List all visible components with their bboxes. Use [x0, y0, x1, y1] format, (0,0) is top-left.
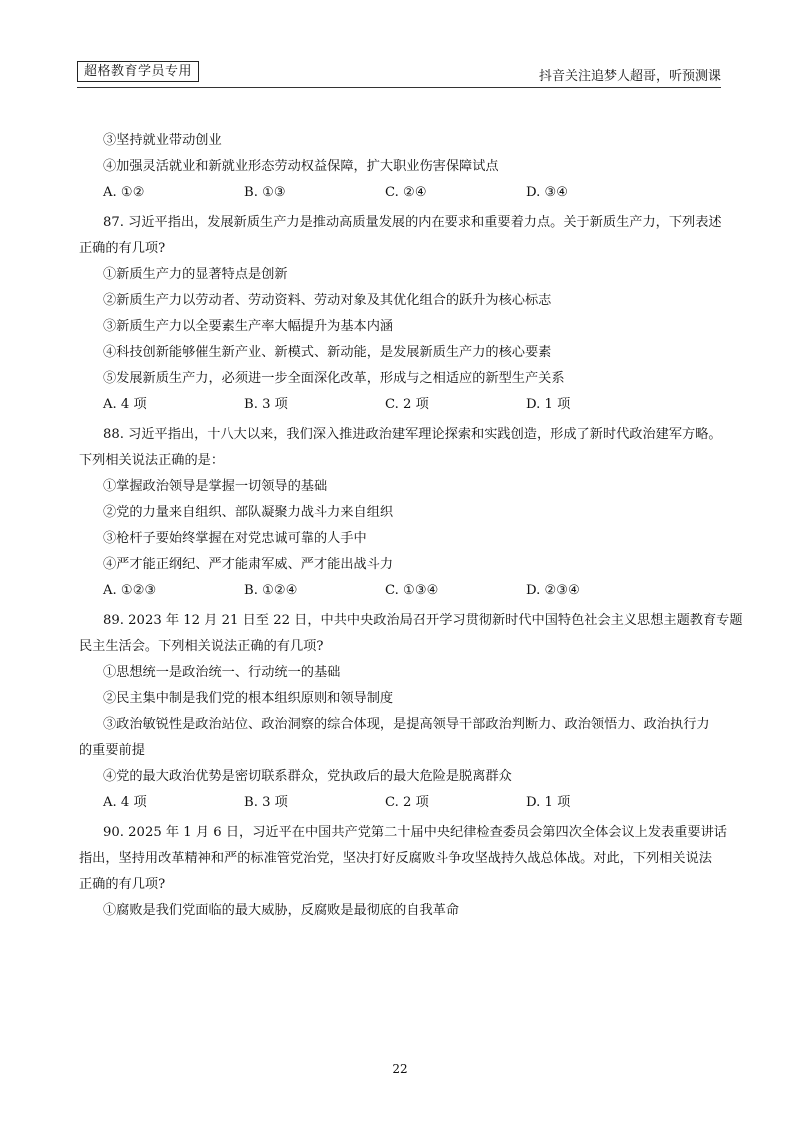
options-row: [0, 790, 800, 816]
item-line: ②新质生产力以劳动者、劳动资料、劳动对象及其优化组合的跃升为核心标志: [103, 293, 552, 308]
item-line: ①掌握政治领导是掌握一切领导的基础: [103, 479, 328, 494]
question-stem: 88. 习近平指出，十八大以来，我们深入推进政治建军理论探索和实践创造，形成了新时代政治建军方略。: [103, 427, 722, 442]
option-a: A. 4 项: [103, 397, 147, 412]
question-89: [0, 608, 800, 816]
header-badge: 超格教育学员专用: [77, 61, 199, 82]
prev-question: [0, 128, 800, 206]
question-stem: 指出，坚持用改革精神和严的标准管党治党，坚决打好反腐败斗争攻坚战持久战总体战。对此，下列相关说法: [79, 851, 712, 866]
item-line: ④科技创新能够催生新产业、新模式、新动能，是发展新质生产力的核心要素: [103, 345, 552, 360]
question-stem: 90. 2025 年 1 月 6 日，习近平在中国共产党第二十届中央纪律检查委员会第四次全体会议上发表重要讲话: [103, 825, 727, 840]
option-a: A. ①②③: [103, 583, 157, 598]
item-line: ④党的最大政治优势是密切联系群众，党执政后的最大危险是脱离群众: [103, 769, 512, 784]
question-stem: 正确的有几项?: [79, 877, 166, 892]
option-b: B. 3 项: [244, 795, 288, 810]
page-content: [0, 128, 800, 924]
item-line: ③坚持就业带动创业: [103, 133, 222, 148]
question-stem: 下列相关说法正确的是：: [79, 453, 225, 468]
item-line: ①腐败是我们党面临的最大威胁，反腐败是最彻底的自我革命: [103, 903, 460, 918]
item-line: ③政治敏锐性是政治站位、政治洞察的综合体现，是提高领导干部政治判断力、政治领悟力、政治执行力: [103, 717, 710, 732]
item-line: ②民主集中制是我们党的根本组织原则和领导制度: [103, 691, 394, 706]
option-b: B. ①③: [244, 185, 286, 200]
options-row: [0, 180, 800, 206]
header-divider: [77, 87, 721, 88]
option-d: D. 1 项: [526, 795, 571, 810]
question-stem: 87. 习近平指出，发展新质生产力是推动高质量发展的内在要求和重要着力点。关于新质生产力，下列表述: [103, 215, 722, 230]
option-c: C. 2 项: [385, 397, 429, 412]
header-promo: 抖音关注追梦人超哥，听预测课: [538, 69, 721, 84]
item-line: ④严才能正纲纪、严才能肃军威、严才能出战斗力: [103, 557, 394, 572]
option-b: B. ①②④: [244, 583, 298, 598]
page-number: 22: [392, 1062, 408, 1076]
option-c: C. 2 项: [385, 795, 429, 810]
option-d: D. ③④: [526, 185, 569, 200]
question-stem: 89. 2023 年 12 月 21 日至 22 日，中共中央政治局召开学习贯彻新时代中国特色社会主义思想主题教育专题: [103, 613, 743, 628]
option-a: A. 4 项: [103, 795, 147, 810]
option-c: C. ②④: [385, 185, 427, 200]
question-87: [0, 210, 800, 418]
option-d: D. 1 项: [526, 397, 571, 412]
option-d: D. ②③④: [526, 583, 580, 598]
item-line: 的重要前提: [79, 743, 145, 758]
options-row: [0, 392, 800, 418]
option-b: B. 3 项: [244, 397, 288, 412]
item-line: ①新质生产力的显著特点是创新: [103, 267, 288, 282]
item-line: ⑤发展新质生产力，必须进一步全面深化改革，形成与之相适应的新型生产关系: [103, 371, 565, 386]
options-row: [0, 578, 800, 604]
question-90: [0, 820, 800, 924]
item-line: ①思想统一是政治统一、行动统一的基础: [103, 665, 341, 680]
item-line: ③新质生产力以全要素生产率大幅提升为基本内涵: [103, 319, 394, 334]
option-a: A. ①②: [103, 185, 145, 200]
question-stem: 民主生活会。下列相关说法正确的有几项?: [79, 639, 324, 654]
question-88: [0, 422, 800, 604]
item-line: ②党的力量来自组织、部队凝聚力战斗力来自组织: [103, 505, 394, 520]
item-line: ④加强灵活就业和新就业形态劳动权益保障，扩大职业伤害保障试点: [103, 159, 499, 174]
item-line: ③枪杆子要始终掌握在对党忠诚可靠的人手中: [103, 531, 367, 546]
question-stem: 正确的有几项?: [79, 241, 166, 256]
option-c: C. ①③④: [385, 583, 439, 598]
